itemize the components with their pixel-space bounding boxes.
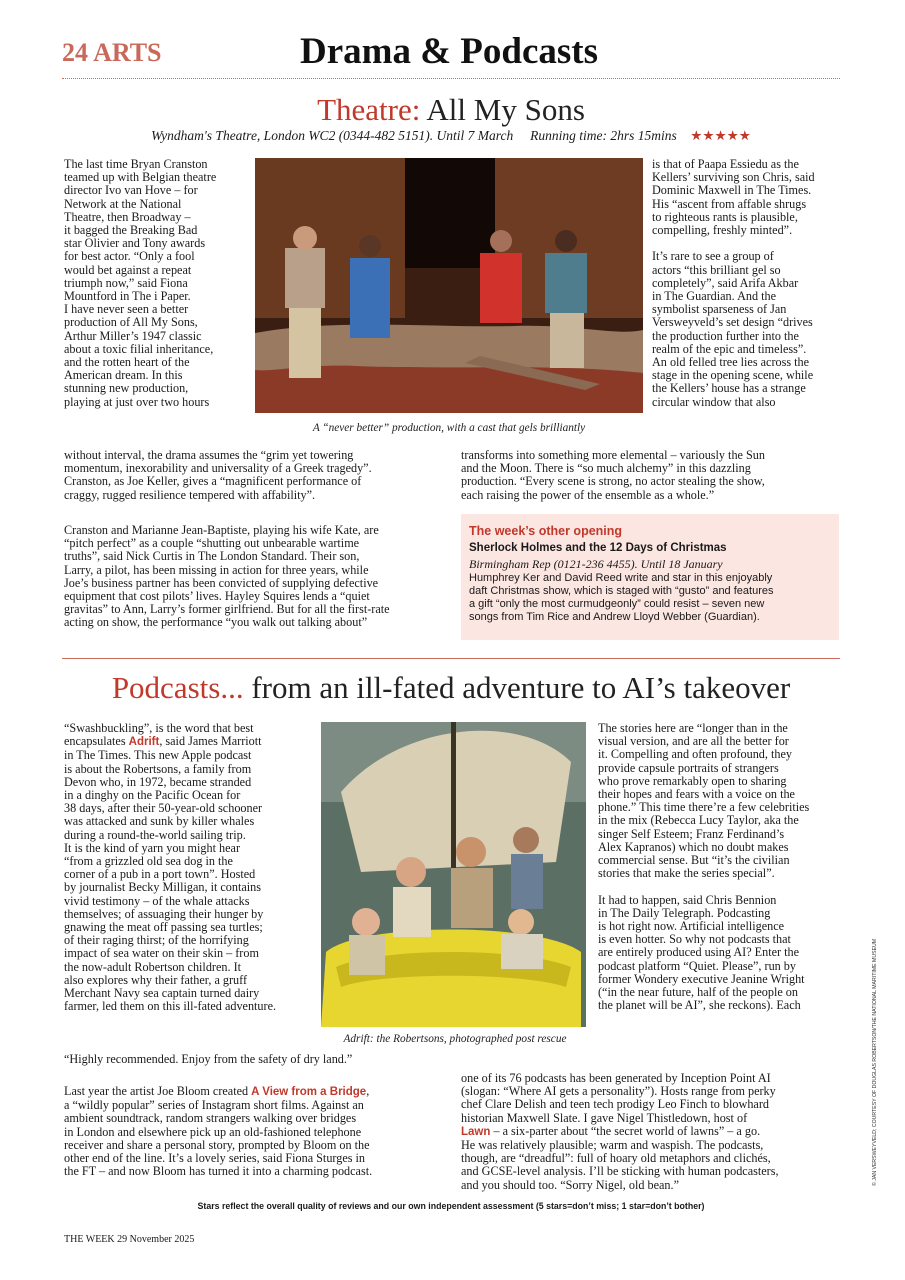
podcasts-heading: [62, 670, 840, 706]
podcast-title-adrift: Adrift: [128, 736, 160, 749]
podcast-photo: [321, 722, 586, 1027]
stage-scene-image: [255, 158, 643, 413]
other-opening-box: [461, 514, 839, 640]
podcasts-col1-intro: “Swashbuckling”, is the word that best encapsulates: [64, 721, 254, 749]
rating-stars: ★★★★★: [690, 128, 751, 143]
podcasts-col3-wide-a: one of its 76 podcasts has been generated by Inception Point AI (slogan: “Where AI gets a personality”). Hosts range from perky chef Clare Delish and teen tech prodigy Leo Finch to blowhard historian Maxwell Slate. I gave Nigel Thistledown, host of: [461, 1071, 776, 1125]
header-divider: [62, 78, 840, 79]
theatre-col3-text: is that of Paapa Essiedu as the Kellers’ surviving son Chris, said Dominic Maxwell in The Times. His “ascent from affable shrugs to righteous rants is plausible, compelling, freshly minted”. It’s rare to see a group of actors “this brilliant gel so completely”, said Arifa Akbar in The Guardian. And the symbolist sparseness of Jan Versweyveld’s set design “drives the production further into the realm of the epic and timeless”. An old felled tree lies across the stage in the opening scene, while the Kellers’ house has a strange circular window that also: [652, 157, 815, 409]
section-label: 24 ARTS: [62, 38, 162, 67]
theatre-photo-caption: A “never better” production, with a cast that gels brilliantly: [312, 422, 586, 434]
theatre-heading: [62, 92, 840, 128]
theatre-col1-wide-text: without interval, the drama assumes the “grim yet towering momentum, inexorability and universality of a Greek tragedy”. Cranston, as Joe Keller, gives a “magnificent performance of craggy, rugged resilience tempered with affability”.: [64, 448, 372, 502]
section-divider: [62, 658, 840, 659]
page-title: Drama & Podcasts: [300, 31, 599, 72]
theatre-col1-text: The last time Bryan Cranston teamed up with Belgian theatre director Ivo van Hove – for Network at the National Theatre, then Broadway – it bagged the Breaking Bad star Olivier and Tony awards for best actor. “Only a fool would bet against a repeat triumph now,” said Fiona Mountford in The i Paper. I have never seen a better production of All My Sons, Arthur Miller’s 1947 classic about a toxic filial inheritance, and the rotten heart of the American dream. In this stunning new production, playing at just over two hours: [64, 157, 217, 409]
theatre-show-title: All My Sons: [426, 92, 585, 127]
issue-date: THE WEEK 29 November 2025: [64, 1234, 195, 1245]
theatre-info: [62, 128, 840, 144]
other-opening-venue: Birmingham Rep (0121-236 4455). Until 18 January: [469, 557, 723, 571]
podcasts-col1-body: , said James Marriott in The Times. This new Apple podcast is about the Robertsons, a family from Devon who, in 1972, became stranded in a dinghy on the Pacific Ocean for 38 days, after their 50-year-old schooner was attacked and sunk by killer whales during a round-the-world sailing trip. It is the kind of yarn you might hear “from a grizzled old sea dog in the corner of a pub in a port town”. Hosted by journalist Becky Milligan, it contains vivid testimony – of the whale attacks themselves; of assuaging their hunger by gnawing the meat off passing sea turtles; of their raging thirst; of the horrifying impact of sea water on their skin – from the now-adult Robertson children. It also explores why their father, a gruff Merchant Navy sea captain turned dairy farmer, led them on this ill-fated adventure.: [64, 734, 277, 1014]
theatre-venue: Wyndham's Theatre, London WC2 (0344-482 5151). Until 7 March: [151, 128, 514, 143]
podcast-photo-caption: Adrift: the Robertsons, photographed post rescue: [343, 1033, 567, 1045]
theatre-photo: [255, 158, 643, 413]
podcasts-p2-intro: Last year the artist Joe Bloom created: [64, 1084, 249, 1098]
other-opening-body: Humphrey Ker and David Reed write and star in this enjoyably daft Christmas show, which is staged with “gusto” and features a gift “only the most curmudgeonly” could resist – seven new songs from Tim Rice and Andrew Lloyd Webber (Guardian).: [469, 572, 774, 623]
theatre-label: Theatre:: [317, 92, 421, 127]
podcasts-p2-text: [64, 1085, 464, 1178]
photo-credit: © JAN VERSWEYVELD; COURTESY OF DOUGLAS ROBERTSON/THE NATIONAL MARITIME MUSEUM: [872, 938, 878, 1186]
podcast-title-lawn: Lawn: [461, 1125, 491, 1138]
podcasts-col3-wide-b: – a six-parter about “the secret world of lawns” – a go.: [490, 1123, 761, 1138]
theatre-col3-wide-text: transforms into something more elemental – variously the Sun and the Moon. There is “so much alchemy” in this dazzling production. “Every scene is strong, no actor stealing the show, each raising the power of the ensemble as a whole.”: [461, 448, 765, 502]
podcasts-col3-text: The stories here are “longer than in the visual version, and are all the better for it. Compelling and often profound, they provide capsule portraits of strangers who prove remarkably open to sharing their hopes and fears with a voice on the phone.” This time there’re a few celebrities in the mix (Rebecca Lucy Taylor, aka the singer Self Esteem; Franz Ferdinand’s Alex Kapranos) which no doubt makes commercial sense. But “it’s the civilian stories that make the series special”. It had to happen, said Chris Bennion in The Daily Telegraph. Podcasting is hot right now. Artificial intelligence is even hotter. So why not podcasts that are entirely produced using AI? Enter the podcast platform “Quiet. Please”, run by former Wondery executive Jeanine Wright (“in the near future, half of the people on the planet will be AI”, she reckons). Each: [598, 721, 810, 1013]
podcasts-label: Podcasts...: [111, 670, 244, 705]
podcasts-col3-wide-text: [461, 1072, 846, 1192]
theatre-running-time: Running time: 2hrs 15mins: [530, 128, 677, 143]
theatre-col1-p2-text: Cranston and Marianne Jean-Baptiste, playing his wife Kate, are “pitch perfect” as a couple “shutting out unbearable wartime truths”, said Nick Curtis in The London Standard. Their son, Larry, a pilot, has been missing in action for three years, while Joe’s business partner has been convicted of supplying defective equipment that cost pilots’ lives. Hayley Squires lends a “quiet gravitas” to Ann, Larry’s former girlfriend. But for all the first-rate acting on show, the performance “you walk out talking about”: [64, 523, 390, 630]
other-opening-heading: The week’s other opening: [469, 524, 623, 538]
podcasts-p2-comma: ,: [366, 1084, 370, 1098]
podcast-title-view-from-a-bridge: A View from a Bridge: [251, 1086, 367, 1098]
podcasts-col1-wide-text: “Highly recommended. Enjoy from the safety of dry land.”: [64, 1052, 353, 1066]
podcasts-subtitle: from an ill-fated adventure to AI’s takeover: [251, 670, 791, 705]
other-opening-title: Sherlock Holmes and the 12 Days of Christmas: [469, 542, 727, 554]
podcasts-col1-text: [64, 722, 320, 1013]
podcasts-p2-body: a “wildly popular” series of Instagram short films. Against an ambient soundtrack, random strangers walking over bridges in London and elsewhere pick up an old-fashioned telephone receiver and share a personal story, prompted by Bloom on the other end of the line. It’s a lovely series, said Fiona Sturges in the FT – and now Bloom has turned it into a charming podcast.: [64, 1098, 373, 1179]
stars-footnote: Stars reflect the overall quality of reviews and our own independent assessment (5 stars=don’t miss; 1 star=don’t bother): [197, 1201, 705, 1211]
dinghy-family-image: [321, 722, 586, 1027]
podcasts-col3-wide-c: He was relatively plausible; warm and waspish. The podcasts, though, are “dreadful”: full of hoary old metaphors and clichés, and GCSE-level analysis. I’ll be sticking with human podcasters, and you should too. “Sorry Nigel, old bean.”: [461, 1138, 779, 1192]
